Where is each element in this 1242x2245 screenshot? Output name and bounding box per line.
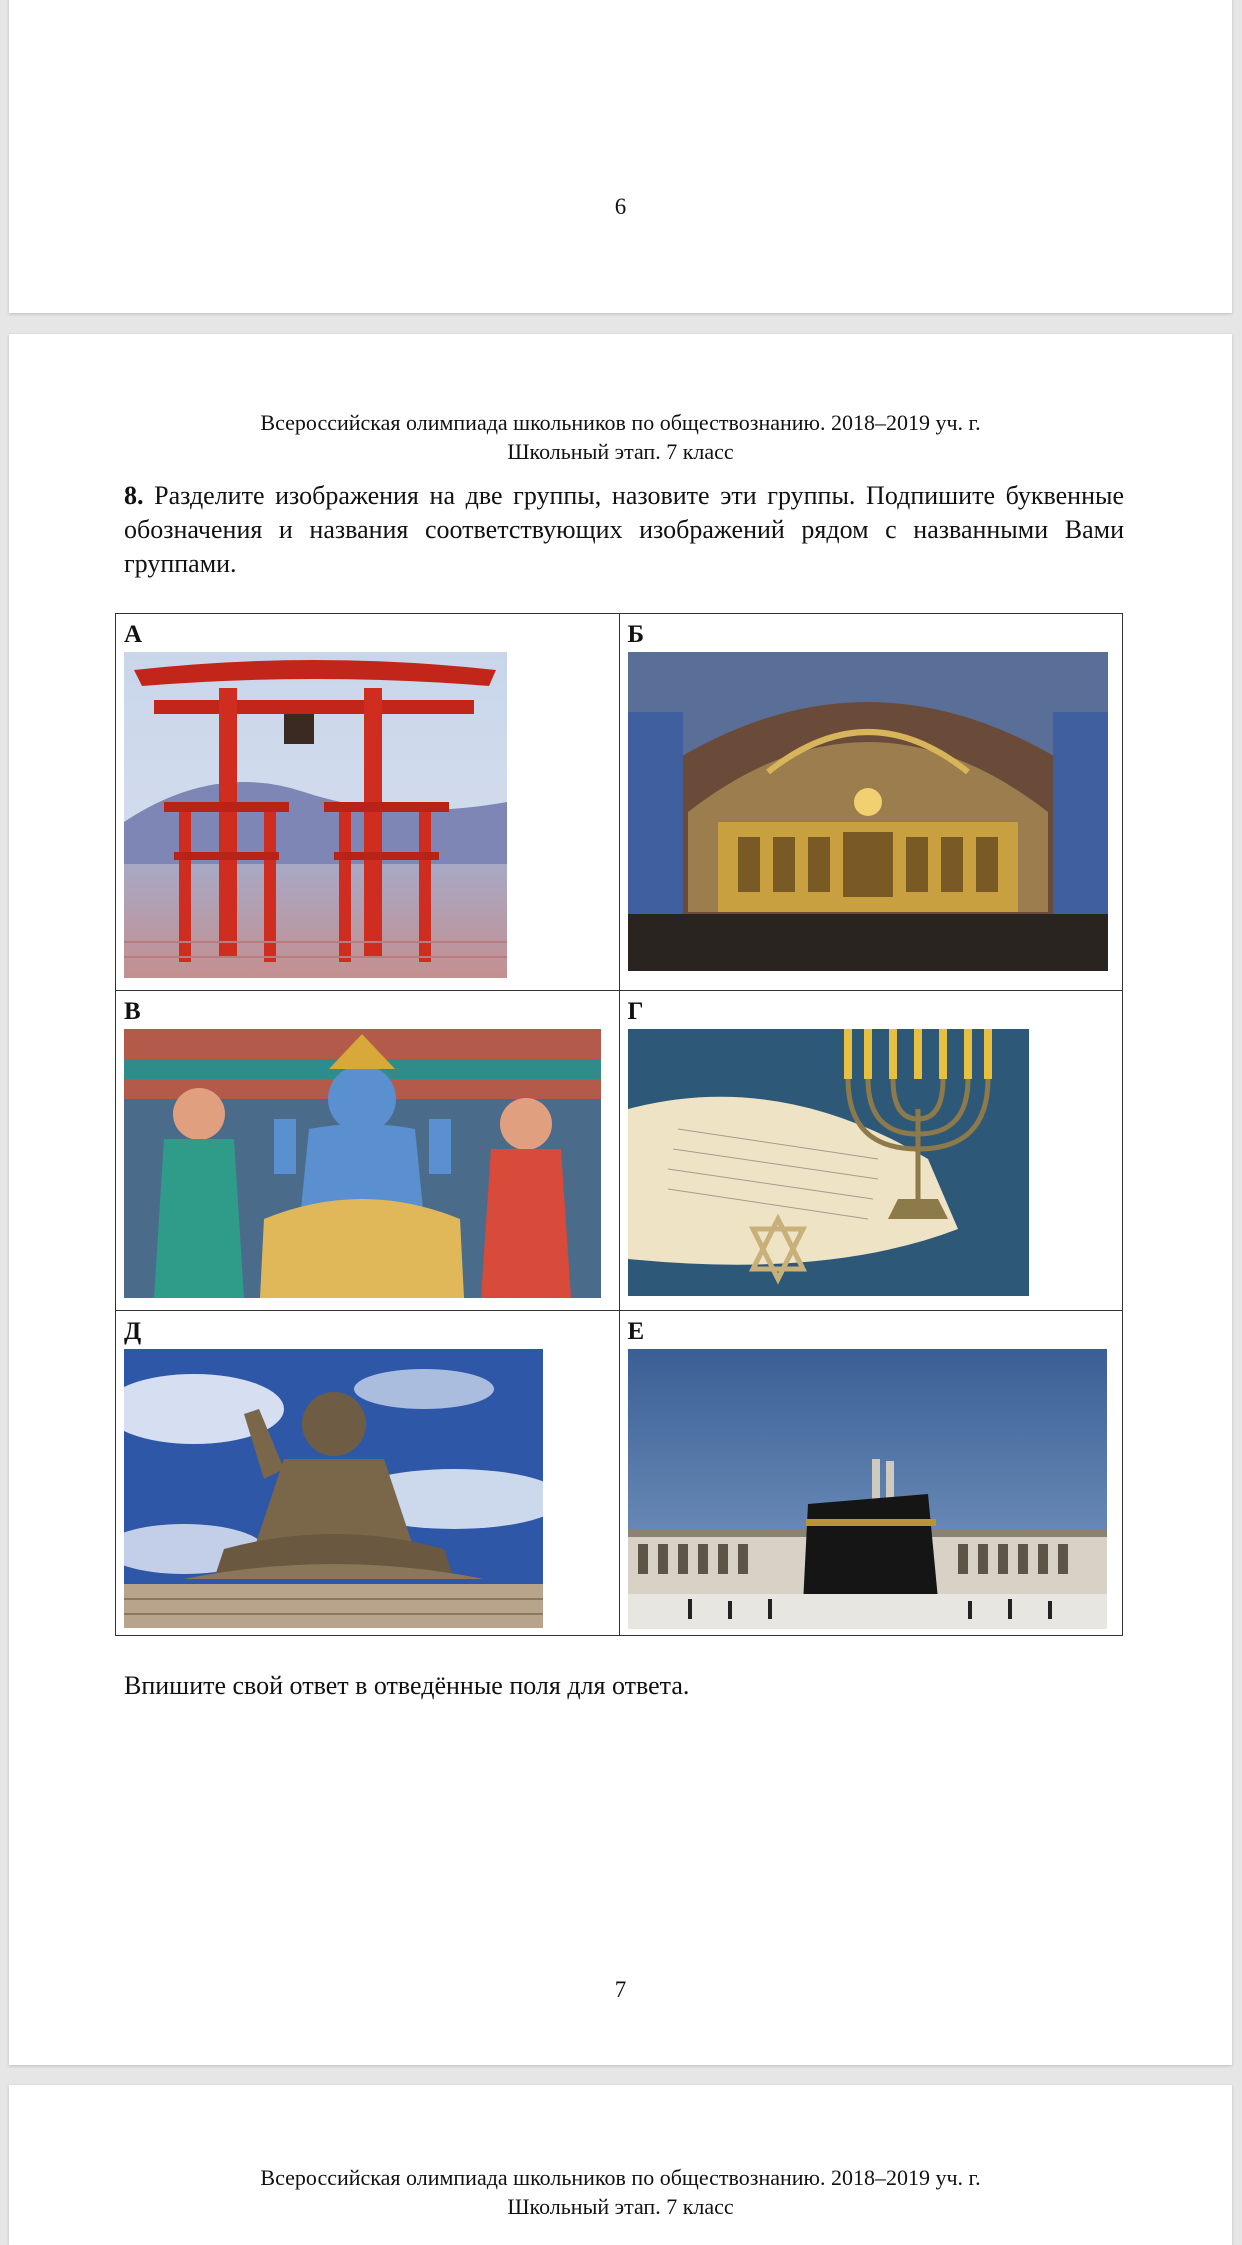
- cell-label-e: Е: [627, 1318, 645, 1345]
- buddha-image: [124, 1349, 611, 1628]
- cell-label-a: А: [124, 621, 143, 648]
- page-header: [9, 408, 1232, 466]
- previous-page: [9, 0, 1232, 313]
- task-8: [124, 479, 1124, 581]
- image-table: [115, 613, 1123, 1636]
- cell-label-d: Д: [124, 1318, 142, 1345]
- kaaba-image: [628, 1349, 1115, 1629]
- task-text: Разделите изображения на две группы, назовите эти группы. Подпишите буквенные обозначения и названия соответствующих изображений рядом с названными Вами группами.: [124, 481, 1124, 578]
- page-header: [9, 2163, 1232, 2221]
- task-number: 8.: [124, 481, 144, 510]
- header-line-1: Всероссийская олимпиада школьников по обществознанию. 2018–2019 уч. г.: [260, 410, 981, 435]
- header-line-2: Школьный этап. 7 класс: [507, 439, 734, 464]
- cell-label-v: В: [124, 998, 141, 1025]
- header-line-2: Школьный этап. 7 класс: [507, 2194, 734, 2219]
- church-interior-image: [628, 652, 1115, 971]
- cell-d: [116, 1311, 620, 1636]
- cell-label-g: Г: [627, 998, 644, 1025]
- cell-e: [619, 1311, 1123, 1636]
- menorah-image: [628, 1029, 1115, 1296]
- cell-v: [116, 991, 620, 1311]
- torii-gate-image: [124, 652, 611, 978]
- next-page: [9, 2085, 1232, 2245]
- cell-label-b: Б: [627, 621, 645, 648]
- main-page: [9, 334, 1232, 2065]
- header-line-1: Всероссийская олимпиада школьников по обществознанию. 2018–2019 уч. г.: [260, 2165, 981, 2190]
- answer-instruction: Впишите свой ответ в отведённые поля для ответа.: [124, 1671, 690, 1700]
- cell-g: [619, 991, 1123, 1311]
- page-number: 6: [614, 194, 627, 219]
- page-number: 7: [614, 1977, 627, 2002]
- hindu-statues-image: [124, 1029, 611, 1298]
- cell-a: [116, 614, 620, 991]
- cell-b: [619, 614, 1123, 991]
